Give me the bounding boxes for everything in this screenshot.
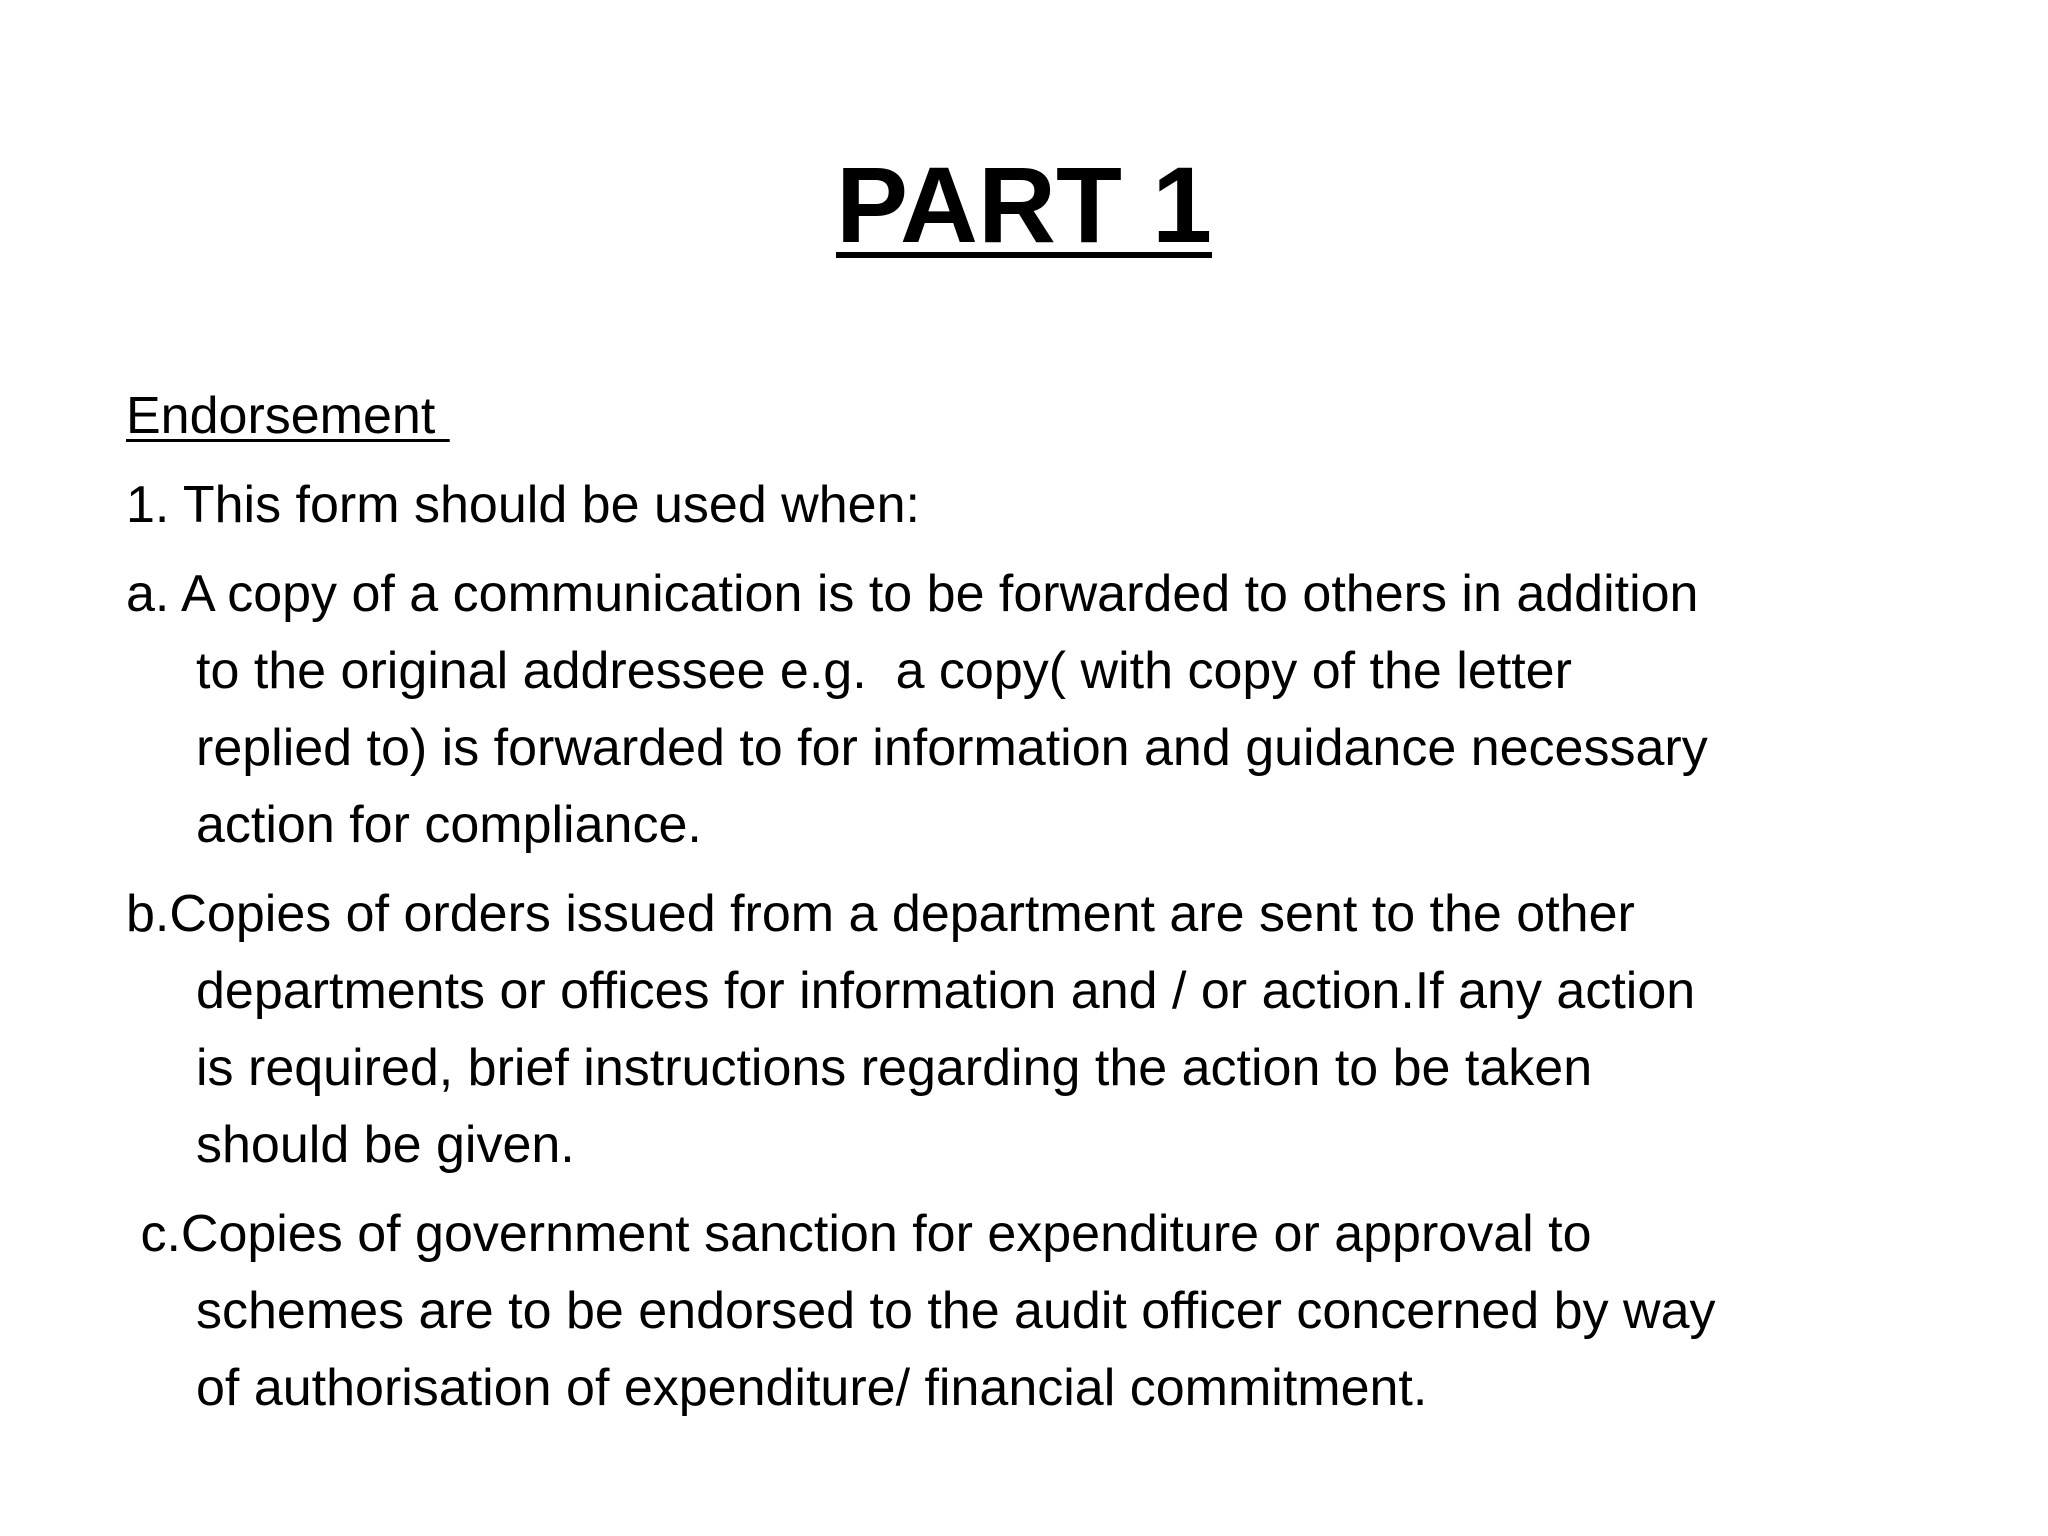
list-item-line: a. A copy of a communication is to be forwarded to others in addition bbox=[126, 565, 1699, 623]
list-item-line: b.Copies of orders issued from a department are sent to the other bbox=[126, 885, 1635, 943]
intro-line: 1. This form should be used when: bbox=[126, 476, 920, 534]
list-item-line: is required, brief instructions regarding the action to be taken bbox=[196, 1039, 1593, 1097]
list-item-line: should be given. bbox=[196, 1116, 575, 1174]
list-item-line: departments or offices for information and / or action.If any action bbox=[196, 962, 1696, 1020]
slide-title bbox=[0, 140, 2048, 270]
list-item-line: c.Copies of government sanction for expenditure or approval to bbox=[126, 1205, 1592, 1263]
slide-body bbox=[126, 378, 1966, 1427]
list-item-line: action for compliance. bbox=[196, 796, 702, 854]
list-item-b bbox=[126, 876, 1966, 1184]
list-item-a bbox=[126, 556, 1966, 864]
slide-title-text: PART 1 bbox=[835, 144, 1213, 265]
list-item-c bbox=[126, 1196, 1966, 1427]
list-item-line: to the original addressee e.g. a copy( with copy of the letter bbox=[196, 642, 1572, 700]
list-item-line: replied to) is forwarded to for information and guidance necessary bbox=[196, 719, 1708, 777]
list-item-line: schemes are to be endorsed to the audit officer concerned by way bbox=[196, 1282, 1716, 1340]
section-heading: Endorsement bbox=[126, 387, 450, 445]
list-item-line: of authorisation of expenditure/ financial commitment. bbox=[196, 1359, 1428, 1417]
